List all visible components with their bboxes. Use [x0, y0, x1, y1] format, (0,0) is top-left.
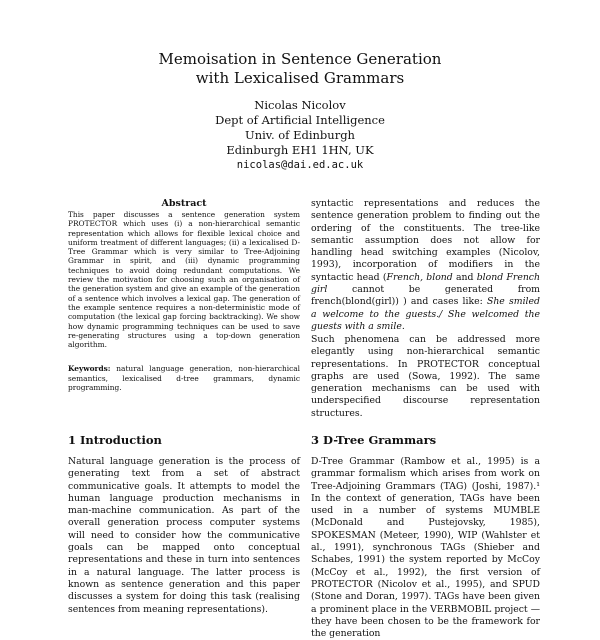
abstract-heading: Abstract — [161, 198, 207, 209]
para1-part-c: and — [452, 271, 477, 283]
keywords-label: Keywords: — [68, 364, 111, 373]
abstract-text: This paper discusses a sentence generation system PROTECTOR which uses (i) a non-hierarchical semantic representation which allows for flexible lexical choice and uniform treatment of different languages; (ii) a lexicalised D-Tree Grammar which is very similar to Tree-Adjoining Grammar in spirit, and (iii) dynamic programming techniques to avoid doing redundant computations. We review the motivation for choosing such an organisation of the generation system and give an example of the generation of a sentence which involves a lexical gap. The generation of the example sentence requires a non-deterministic mode of computation (the lexical gap forcing backtracking). We show how dynamic programming techniques can be used to save re-generating structures using a top-down generation algorithm. — [68, 210, 300, 350]
right-column-paragraph-1 — [311, 198, 540, 333]
right-column-paragraph-2: Such phenomena can be addressed more elegantly using non-hierarchical semantic representations. In PROTECTOR conceptual graphs are used (Sowa, 1992). The same generation mechanisms can be used with underspecified discourse representation structures. — [311, 334, 540, 419]
title-line-2: with Lexicalised Grammars — [195, 69, 405, 87]
section-1-text: Natural language generation is the process of generating text from a set of abstract communicative goals. It attempts to model the human language production mechanisms in man-machine communication. As part of the overall generation process computer systems will need to consider how the communicative goals can be mapped onto conceptual representations and these in turn into sentences in a natural language. The latter process is known as sentence generation and this paper discusses a system for doing this task (realising sentences from meaning representations). — [68, 456, 300, 615]
para1-part-a: syntactic representations and reduces the sentence generation problem to finding out the ordering of the constituents. The tree-like semantic assumption does not allow for handling head switching examples (Nicolov, 1993), incorporation of modifiers in the syntactic head ( — [311, 198, 540, 283]
para1-example-3: She smiled a welcome to the guests./ She welcomed the guests with a smile. — [311, 296, 540, 332]
paper-title — [100, 50, 500, 88]
author-dept: Dept of Artificial Intelligence — [215, 113, 385, 127]
title-line-1: Memoisation in Sentence Generation — [158, 50, 442, 68]
keywords — [68, 364, 300, 393]
section-3-text: D-Tree Grammar (Rambow et al., 1995) is a grammar formalism which arises from work on Tree-Adjoining Grammars (TAG) (Joshi, 1987).¹ In the context of generation, TAGs have been used in a number of systems MUMBLE (McDonald and Pustejovsky, 1985), SPOKESMAN (Meteer, 1990), WIP (Wahlster et al., 1991), synchronous TAGs (Shieber and Schabes, 1991) the system reported by McCoy (McCoy et al., 1992), the first version of PROTECTOR (Nicolov et al., 1995), and SPUD (Stone and Doran, 1997). TAGs have been given a prominent place in the VERBMOBIL project — they have been chosen to be the framework for the generation — [311, 456, 540, 640]
author-email: nicolas@dai.ed.ac.uk — [236, 159, 364, 171]
author-name: Nicolas Nicolov — [254, 98, 346, 112]
para1-part-e: cannot be generated from french(blond(girl)) ) and cases like: — [311, 284, 540, 308]
author-block — [150, 98, 450, 173]
keywords-text: natural language generation, non-hierarchical semantics, lexicalised d-tree grammars, dynamic programming. — [68, 364, 300, 393]
author-university: Univ. of Edinburgh — [245, 128, 355, 142]
author-address: Edinburgh EH1 1HN, UK — [226, 143, 374, 157]
section-1-heading: 1 Introduction — [68, 433, 162, 447]
section-3-heading: 3 D-Tree Grammars — [311, 433, 437, 447]
para1-example-2: blond French girl — [311, 271, 540, 296]
para1-example-1: French, blond — [386, 271, 453, 283]
